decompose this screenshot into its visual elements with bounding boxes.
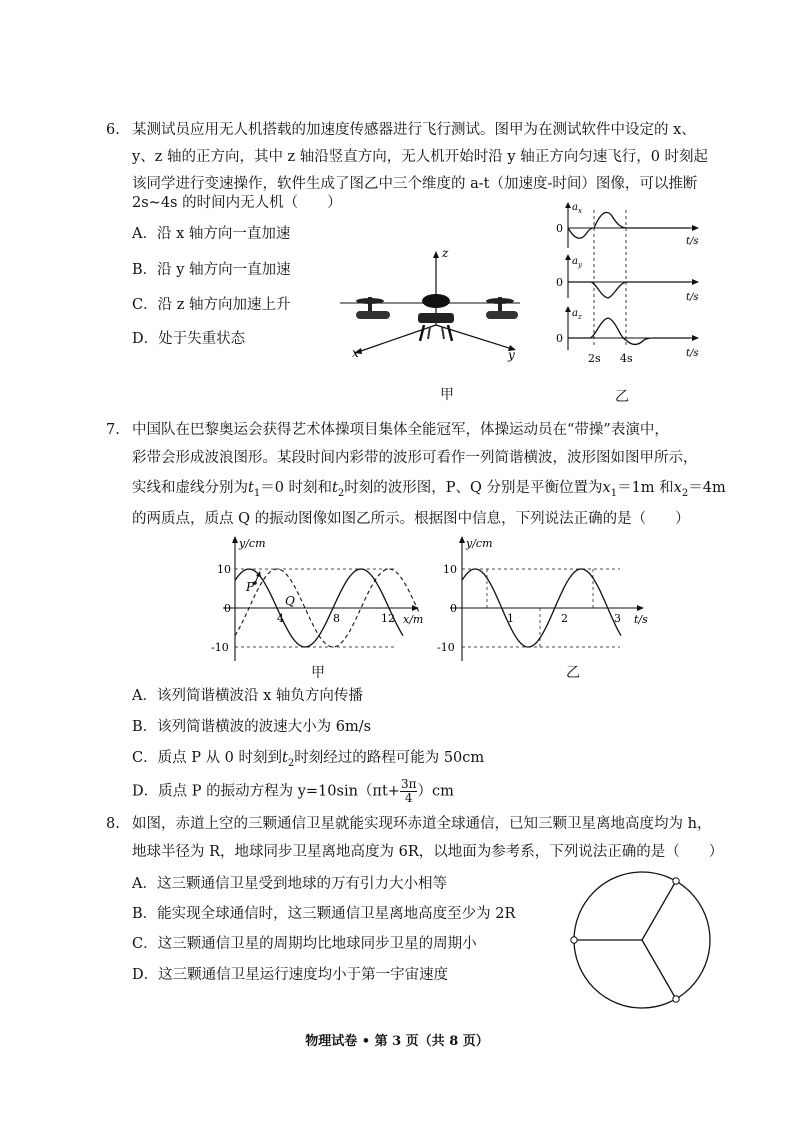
q7-line-3: 实线和虚线分别为$t_1=0$ 时刻和$t_2$时刻的波形图，P、Q 分别是平衡位置为$x_1=1m$ 和$x_2=4m$: [132, 480, 726, 499]
q8-option-d[interactable]: D．这三颗通信卫星运行速度均小于第一宇宙速度: [132, 967, 449, 983]
q7-text-1: 中国队在巴黎奥运会获得艺术体操项目集体全能冠军，体操运动员在“带操”表演中，: [132, 422, 669, 438]
q7-option-c[interactable]: C．质点 P 从 0 时刻到$t_2$时刻经过的路程可能为 50cm: [132, 750, 485, 769]
wave-xlabel: x/m: [403, 613, 424, 626]
q6-option-d[interactable]: D．处于失重状态: [132, 331, 246, 347]
wave-ytick-0: 0: [224, 602, 231, 615]
q8-option-a[interactable]: A．这三颗通信卫星受到地球的万有引力大小相等: [132, 876, 447, 892]
q7-caption-jia: 甲: [311, 665, 325, 681]
vib-ytick-0: 0: [450, 602, 457, 615]
satellite-2: [571, 937, 577, 943]
q8-text-1: 如图，赤道上空的三颗通信卫星就能实现环赤道全球通信，已知三颗卫星离地高度均为 h，: [132, 816, 712, 832]
q6-option-c[interactable]: C．沿 z 轴方向加速上升: [132, 297, 291, 313]
vib-xtick-1: 1: [507, 612, 514, 625]
q6-at-graphs: [550, 198, 710, 373]
at-tick-2s: 2s: [588, 352, 601, 365]
q6-line-1: [106, 120, 696, 140]
satellite-1: [673, 878, 679, 884]
q8-line-2: 地球半径为 R，地球同步卫星离地高度为 6R，以地面为参考系，下列说法正确的是（ ）: [132, 844, 724, 860]
wave-xtick-8: 8: [333, 612, 340, 625]
at-panel2-tlabel: t/s: [686, 292, 699, 303]
vib-ylabel: y/cm: [466, 537, 493, 550]
wave-ytick-10: 10: [217, 563, 231, 576]
q8-number: 8.: [106, 816, 120, 832]
at-panel1-ylabel: a: [572, 202, 578, 213]
wave-graph-svg: [211, 533, 425, 668]
q7-line-4: 的两质点，质点 Q 的振动图像如图乙所示。根据图中信息，下列说法正确的是（ ）: [132, 511, 690, 527]
drone-axis-y: y: [508, 348, 515, 362]
wave-xtick-12: 12: [381, 612, 395, 625]
wave-xtick-4: 4: [277, 612, 284, 625]
q6-drone-figure: [330, 245, 530, 370]
at-panel2-ylabel: a: [572, 256, 578, 267]
q6-line-4: 2s~4s 的时间内无人机（ ）: [132, 195, 342, 211]
drone-diagram: [330, 245, 530, 370]
vib-xtick-2: 2: [561, 612, 568, 625]
satellite-3: [673, 996, 679, 1002]
at-panel1-tlabel: t/s: [686, 236, 699, 247]
vib-ytick-10: 10: [443, 563, 457, 576]
q7-caption-yi: 乙: [566, 665, 580, 681]
at-panel3-zero: 0: [556, 332, 563, 345]
at-panel1-zero: 0: [556, 222, 563, 235]
q8-line-1: [106, 814, 711, 834]
page-footer: 物理试卷 • 第 3 页（共 8 页）: [305, 1034, 489, 1049]
satellite-diagram: [568, 872, 718, 1012]
q7-option-d[interactable]: D．质点 P 的振动方程为 y=10sin（πt+ $\frac{3\pi}{4}$ ）cm: [132, 777, 454, 805]
wave-ytick-neg10: -10: [211, 641, 229, 654]
at-graphs-svg: [550, 198, 710, 373]
vib-xlabel: t/s: [634, 613, 648, 626]
wave-ylabel: y/cm: [239, 537, 266, 550]
q8-option-b[interactable]: B．能实现全球通信时，这三颗通信卫星离地高度至少为 2R: [132, 906, 516, 922]
label-Q: Q: [285, 594, 295, 608]
q6-caption-jia: 甲: [440, 387, 454, 403]
fraction-3pi-4: $\frac{3\pi}{4}$: [400, 777, 417, 805]
q7-number: 7.: [106, 422, 120, 438]
q6-line-3: 该同学进行变速操作，软件生成了图乙中三个维度的 a-t（加速度-时间）图像，可以推断: [132, 176, 698, 192]
at-panel1-sub: x: [578, 207, 582, 215]
q7-line-1: [106, 420, 669, 440]
q6-caption-yi: 乙: [615, 389, 629, 405]
q6-line-2: y、z 轴的正方向，其中 z 轴沿竖直方向，无人机开始时沿 y 轴正方向匀速飞行，0 时刻起: [132, 149, 709, 165]
at-panel3-ylabel: a: [572, 308, 578, 319]
q7-option-b[interactable]: B．该列简谐横波的波速大小为 6m/s: [132, 719, 372, 735]
q7-wave-graph: [211, 533, 425, 668]
at-panel2-sub: y: [578, 261, 582, 269]
drone-axis-x: x: [352, 346, 359, 360]
vib-ytick-neg10: -10: [437, 641, 455, 654]
q7-option-a[interactable]: A．该列简谐横波沿 x 轴负方向传播: [132, 688, 363, 704]
at-panel2-zero: 0: [556, 276, 563, 289]
drone-axis-z: z: [442, 246, 449, 260]
vib-xtick-3: 3: [614, 612, 621, 625]
q7-vibration-graph: [437, 533, 655, 668]
q6-text-1: 某测试员应用无人机搭载的加速度传感器进行飞行测试。图甲为在测试软件中设定的 x、: [132, 122, 696, 138]
q6-number: 6.: [106, 122, 120, 138]
q8-satellite-figure: [568, 872, 718, 1012]
q8-option-c[interactable]: C．这三颗通信卫星的周期均比地球同步卫星的周期小: [132, 936, 477, 952]
at-panel3-sub: z: [578, 313, 582, 321]
at-panel3-tlabel: t/s: [686, 348, 699, 359]
at-tick-4s: 4s: [620, 352, 633, 365]
label-P: P: [246, 580, 255, 594]
q6-option-b[interactable]: B．沿 y 轴方向一直加速: [132, 262, 291, 278]
q7-line-2: 彩带会形成波浪图形。某段时间内彩带的波形可看作一列简谐横波，波形图如图甲所示，: [132, 450, 698, 466]
q6-option-a[interactable]: A．沿 x 轴方向一直加速: [132, 226, 291, 242]
vibration-graph-svg: [437, 533, 655, 668]
